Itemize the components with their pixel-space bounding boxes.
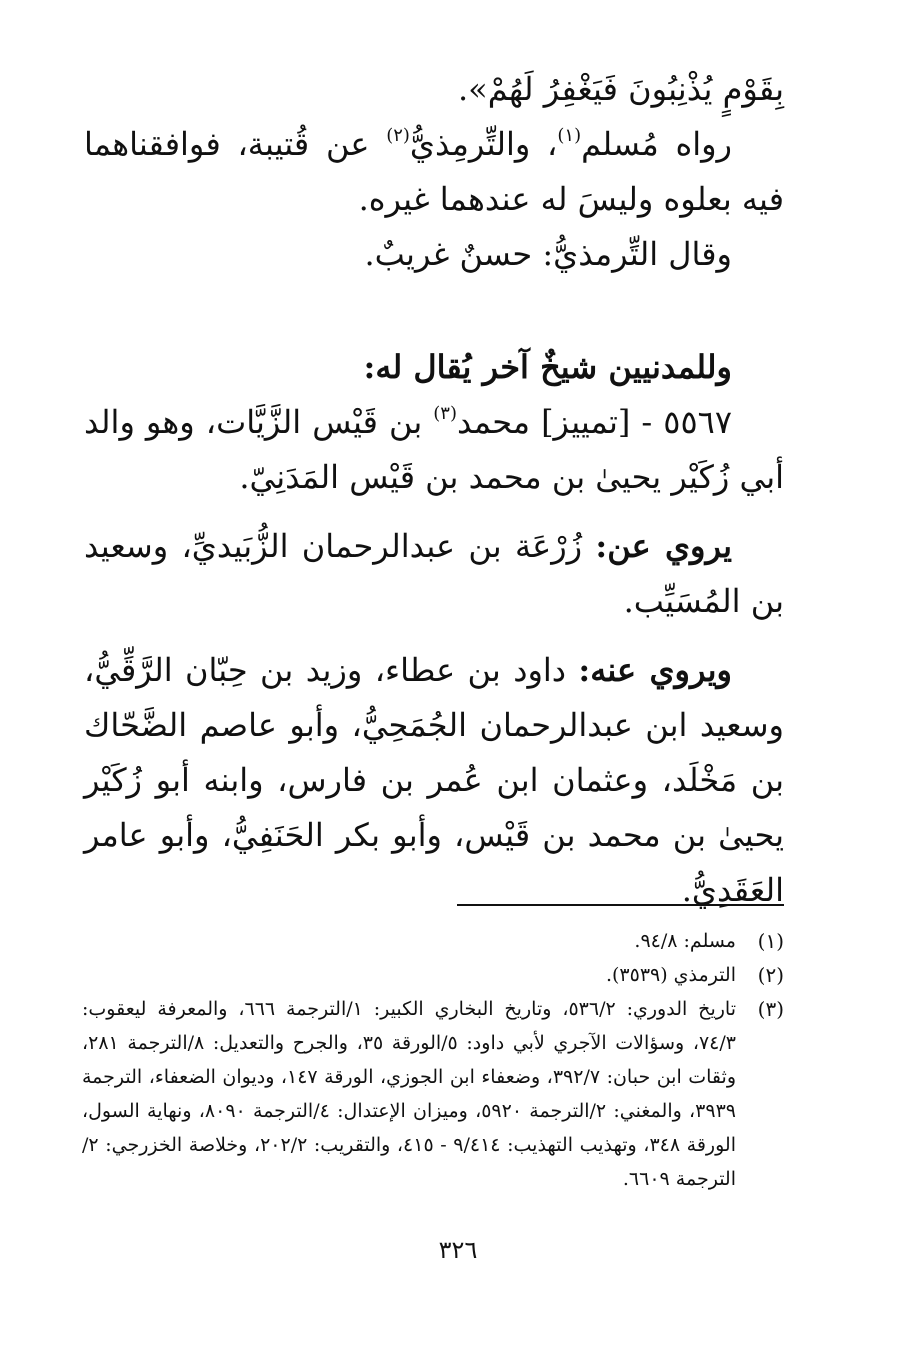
footnote-item	[82, 958, 784, 992]
footnote-number: (١)	[757, 929, 784, 953]
narrated-by-label: ويروي عنه:	[578, 651, 733, 689]
footnote-marker-1: (١)	[557, 125, 582, 146]
main-text	[84, 62, 784, 918]
footnote-marker-3: (٣)	[433, 403, 457, 424]
hadith-ending: بِقَوْمٍ يُذْنِبُونَ فَيَغْفِرُ لَهُمْ».	[457, 70, 784, 108]
footnote-marker-2: (٢)	[386, 125, 410, 146]
section-heading: وللمدنيين شيخٌ آخر يُقال له:	[363, 348, 732, 386]
footnotes	[82, 924, 784, 1196]
narrates-from-paragraph: يروي عن: زُرْعَة بن عبدالرحمان الزُّبَيديِّ، وسعيد بن المُسَيِّب.	[84, 527, 784, 620]
footnote-separator	[457, 904, 784, 906]
tirmidhi-grading: وقال التِّرمذيُّ: حسنٌ غريبٌ.	[364, 235, 732, 273]
page-number: ٣٢٦	[438, 1236, 478, 1264]
footnote-text: مسلم: ٩٤/٨.	[634, 930, 736, 952]
footnote-item	[82, 992, 784, 1196]
narrates-from-label: يروي عن:	[595, 527, 733, 565]
narrated-by-paragraph: ويروي عنه: داود بن عطاء، وزيد بن حِبّان الرَّقِّيُّ، وسعيد ابن عبدالرحمان الجُمَحِيُّ، وأبو عاصم الضَّحّاك بن مَخْلَد، وعثمان ابن عُمر بن فارس، وابنه أبو زُكَيْر يحيىٰ بن محمد بن قَيْس، وأبو بكر الحَنَفِيُّ، وأبو عامر العَقَدِيُّ.	[84, 651, 784, 909]
footnote-number: (٣)	[757, 997, 784, 1021]
footnote-text: الترمذي (٣٥٣٩).	[605, 964, 736, 986]
narration-paragraph: رواه مُسلم$^{(١)}$، والتِّرمِذيُّ$^{(٢)}$ عن قُتيبة، فوافقناهما فيه بعلوه وليسَ له عندهما غيره.	[84, 125, 784, 218]
footnote-number: (٢)	[757, 963, 784, 987]
footnote-text: تاريخ الدوري: ٥٣٦/٢، وتاريخ البخاري الكبير: ١/الترجمة ٦٦٦، والمعرفة ليعقوب: ٧٤/٣، وسؤالات الآجري لأبي داود: ٥/الورقة ٣٥، والجرح والتعديل: ٨/الترجمة ٢٨١، وثقات ابن حبان: ٣٩٢/٧، وضعفاء ابن الجوزي، الورقة ١٤٧، وديوان الضعفاء، الترجمة ٣٩٣٩، والمغني: ٢/الترجمة ٥٩٢٠، وميزان الإعتدال: ٤/الترجمة ٨٠٩٠، ونهاية السول، الورقة ٣٤٨، وتهذيب التهذيب: ٩/٤١٤ - ٤١٥، والتقريب: ٢٠٢/٢، وخلاصة الخزرجي: ٢/الترجمة ٦٦٠٩.	[82, 998, 736, 1190]
footnote-item	[82, 924, 784, 958]
biography-entry: ٥٥٦٧ - [تمييز] محمد$^{(٣)}$ بن قَيْس الزَّيَّات، وهو والد أبي زُكَيْر يحيىٰ بن محمد بن قَيْس المَدَنِيّ.	[84, 403, 784, 496]
